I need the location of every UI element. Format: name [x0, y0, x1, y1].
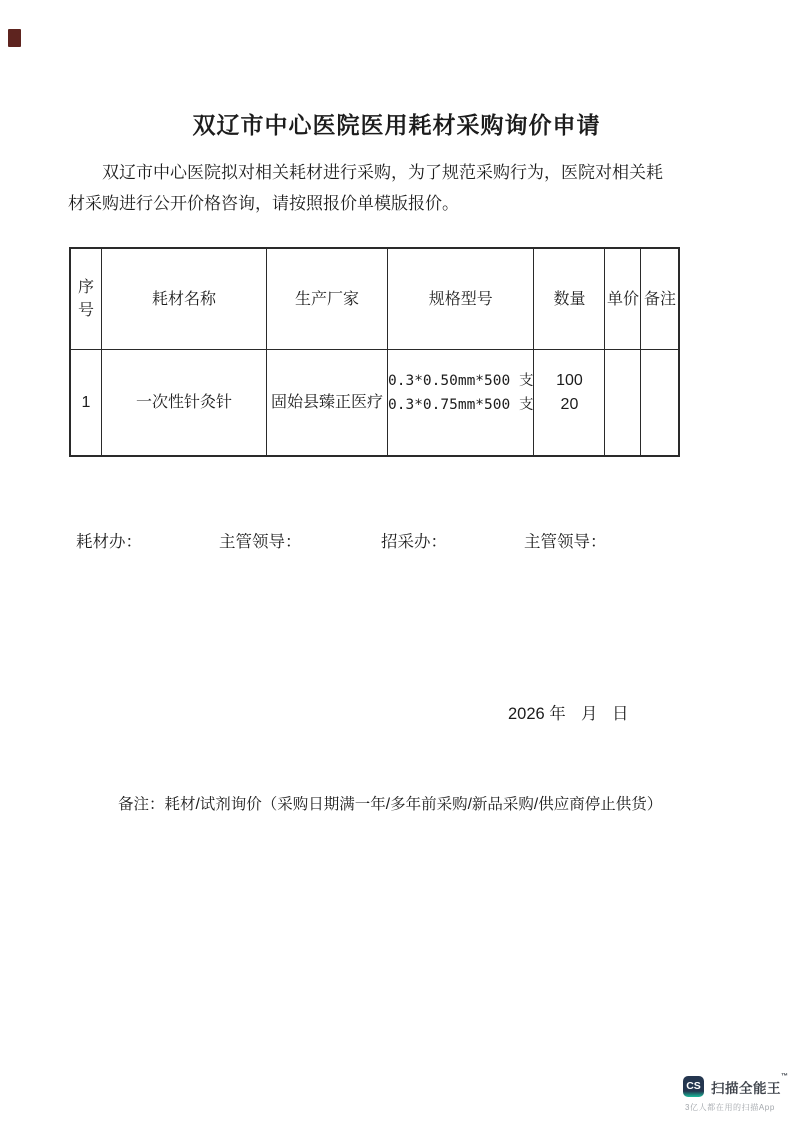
purchase-table [69, 247, 680, 457]
qty-line-1: 100 [556, 371, 583, 389]
qty-line-2: 20 [560, 395, 579, 413]
signature-line [0, 528, 793, 550]
signature-label-leader-2: 主管领导： [524, 533, 607, 551]
camscanner-app-name: 扫描全能王™ [711, 1072, 789, 1096]
header-quantity: 数量 [534, 248, 605, 350]
date-year: 2026 年 [508, 705, 566, 723]
spec-line-1: 0.3*0.50mm*500 支 [388, 372, 534, 389]
footer-note: 备注：耗材/试剂询价（采购日期满一年/多年前采购/新品采购/供应商停止供货） [118, 796, 663, 813]
header-seq: 序号 [70, 248, 102, 350]
cell-seq: 1 [70, 350, 102, 457]
header-remark: 备注 [641, 248, 680, 350]
intro-line-1: 双辽市中心医院拟对相关耗材进行采购，为了规范采购行为，医院对相关耗 [102, 163, 663, 182]
signature-label-leader-1: 主管领导： [219, 533, 302, 551]
page-title: 双辽市中心医院医用耗材采购询价申请 [192, 112, 601, 138]
header-unit-price: 单价 [605, 248, 641, 350]
trademark-mark: ™ [781, 1072, 789, 1080]
camscanner-icon: CS [683, 1076, 704, 1097]
intro-paragraph [68, 157, 728, 219]
signature-label-zhaocaiban: 招采办： [381, 533, 447, 551]
date-month: 月 [581, 705, 598, 723]
cell-remark [641, 350, 680, 457]
header-spec: 规格型号 [388, 248, 534, 350]
header-name: 耗材名称 [102, 248, 267, 350]
signature-label-haocaiban: 耗材办： [76, 533, 142, 551]
date-line [0, 700, 793, 722]
camscanner-watermark [683, 1072, 789, 1113]
header-manufacturer: 生产厂家 [267, 248, 388, 350]
cell-manufacturer: 固始县臻正医疗 [267, 350, 388, 457]
cell-name: 一次性针灸针 [102, 350, 267, 457]
camscanner-tagline: 3亿人都在用的扫描App [685, 1103, 775, 1112]
cell-quantity [534, 350, 605, 457]
cell-unit-price [605, 350, 641, 457]
table-row [70, 350, 679, 457]
scan-artifact-mark [8, 29, 21, 47]
date-day: 日 [612, 705, 629, 723]
table-header-row [70, 248, 679, 350]
spec-line-2: 0.3*0.75mm*500 支 [388, 396, 534, 413]
cell-spec [388, 350, 534, 457]
intro-line-2: 材采购进行公开价格咨询，请按照报价单模版报价。 [68, 194, 459, 213]
